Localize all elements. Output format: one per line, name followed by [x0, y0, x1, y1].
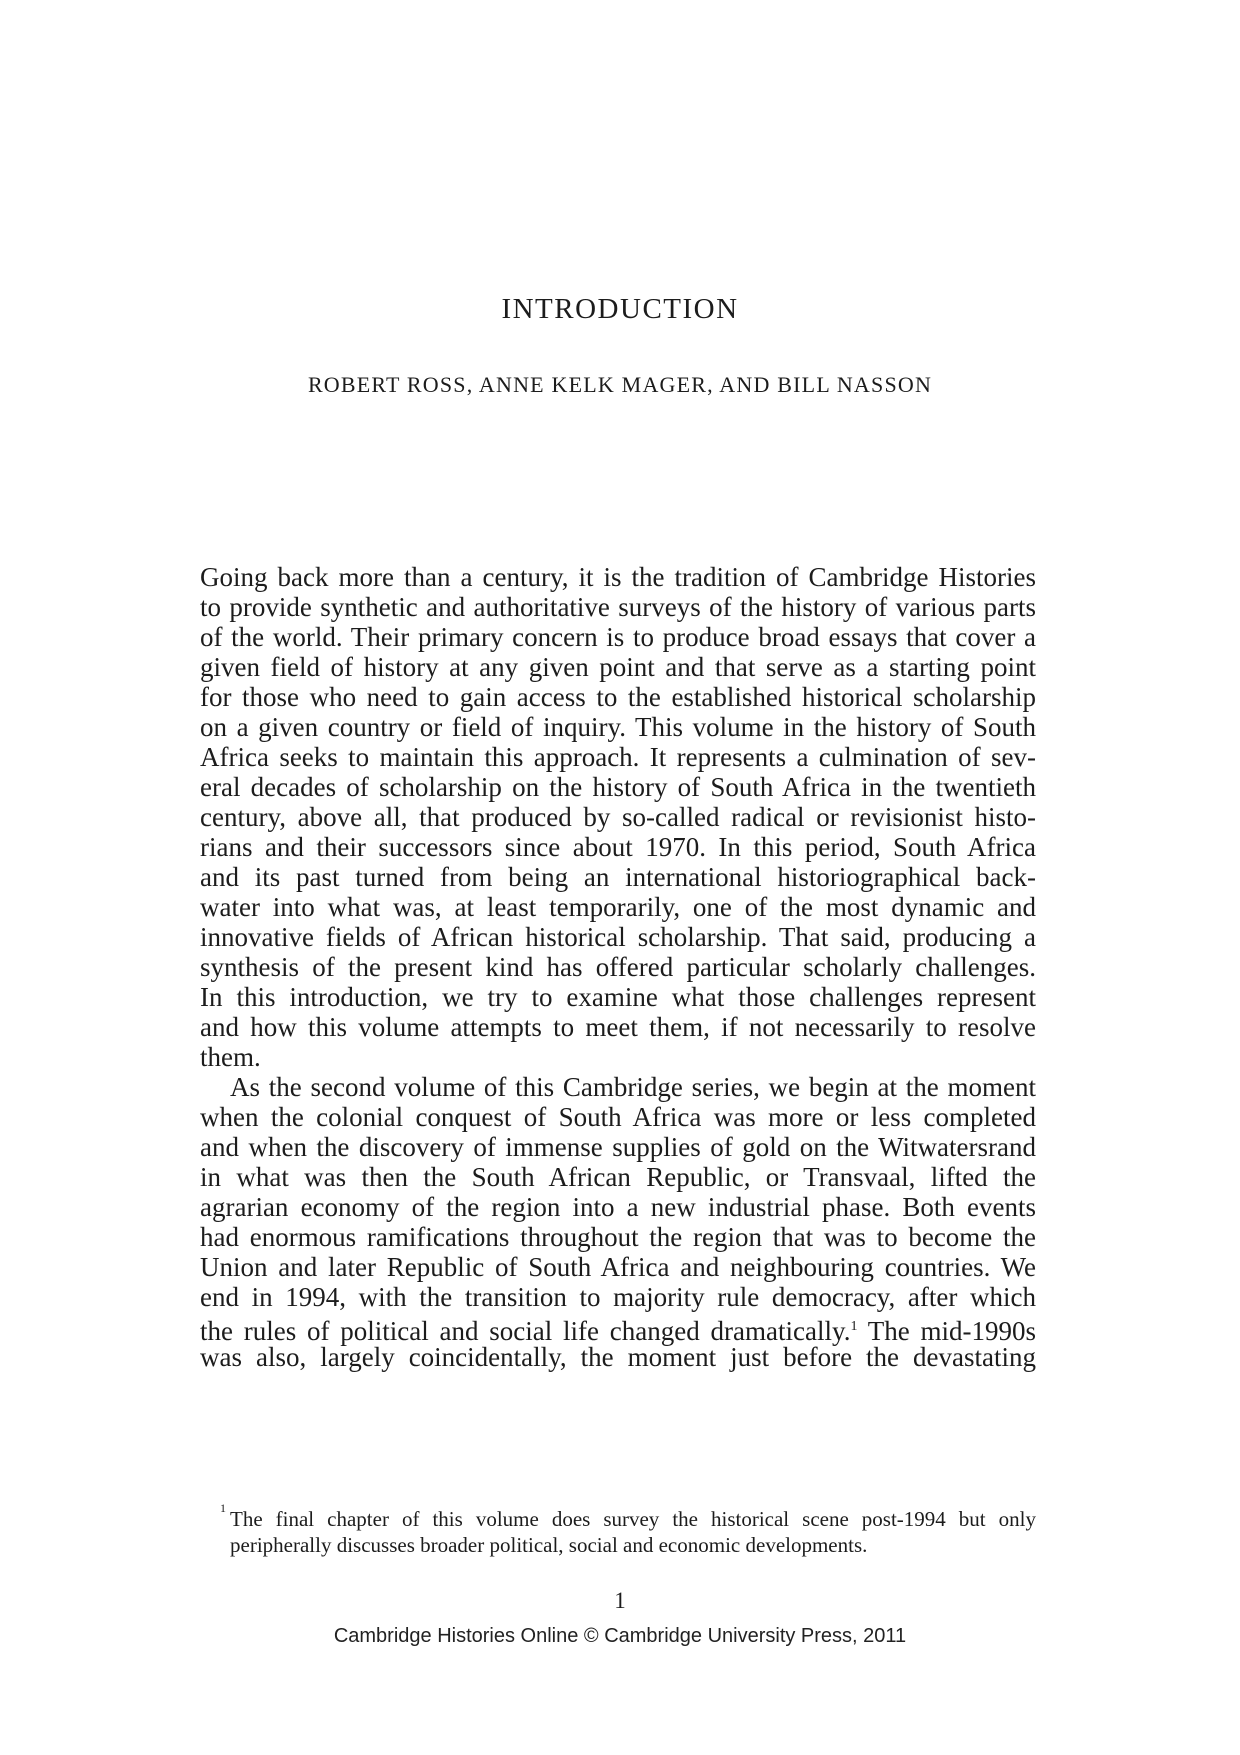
paragraph-line: for those who need to gain access to the established historical scholarship	[200, 682, 1036, 712]
footnote-reference[interactable]: 1	[850, 1319, 858, 1334]
paragraph-line: in what was then the South African Republic, or Transvaal, lifted the	[200, 1162, 1036, 1192]
paragraph-line	[200, 1310, 1036, 1344]
paragraph-line: them.	[200, 1042, 261, 1072]
paragraph-line: and when the discovery of immense supplies of gold on the Witwatersrand	[200, 1132, 1036, 1162]
chapter-title: INTRODUCTION	[501, 293, 739, 325]
paragraph-line: century, above all, that produced by so-called radical or revisionist histo-	[200, 802, 1036, 832]
footnote-line: The final chapter of this volume does survey the historical scene post-1994 but only	[230, 1507, 1036, 1531]
paragraph-line: synthesis of the present kind has offered particular scholarly challenges.	[200, 952, 1036, 982]
paragraph-line: rians and their successors since about 1970. In this period, South Africa	[200, 832, 1036, 862]
paragraph-line: As the second volume of this Cambridge series, we begin at the moment	[230, 1072, 1036, 1102]
paragraph-line: Union and later Republic of South Africa and neighbouring countries. We	[200, 1252, 1036, 1282]
paragraph-line: to provide synthetic and authoritative surveys of the history of various parts	[200, 592, 1036, 622]
paragraph-line: given field of history at any given point and that serve as a starting point	[200, 652, 1036, 682]
footnote-line: peripherally discusses broader political, social and economic developments.	[230, 1533, 868, 1557]
paragraph-line: was also, largely coincidentally, the moment just before the devastating	[200, 1342, 1036, 1372]
paragraph-line: had enormous ramifications throughout the region that was to become the	[200, 1222, 1036, 1252]
paragraph-line: and how this volume attempts to meet them, if not necessarily to resolve	[200, 1012, 1036, 1042]
paragraph-line: of the world. Their primary concern is to produce broad essays that cover a	[200, 622, 1036, 652]
line-text: the rules of political and social life changed dramatically.	[200, 1316, 851, 1346]
paragraph-line: when the colonial conquest of South Africa was more or less completed	[200, 1102, 1036, 1132]
paragraph-line: eral decades of scholarship on the history of South Africa in the twentieth	[200, 772, 1036, 802]
paragraph-line: agrarian economy of the region into a new industrial phase. Both events	[200, 1192, 1036, 1222]
paragraph-line: In this introduction, we try to examine what those challenges represent	[200, 982, 1036, 1012]
footnote-marker: 1	[220, 1501, 226, 1515]
paragraph-line: on a given country or field of inquiry. This volume in the history of South	[200, 712, 1036, 742]
paragraph-line: water into what was, at least temporarily, one of the most dynamic and	[200, 892, 1036, 922]
copyright-credit: Cambridge Histories Online © Cambridge University Press, 2011	[333, 1625, 907, 1647]
paragraph-line: Africa seeks to maintain this approach. It represents a culmination of sev-	[200, 742, 1036, 772]
line-text: The mid-1990s	[857, 1316, 1036, 1346]
page-number: 1	[614, 1588, 626, 1613]
chapter-authors: ROBERT ROSS, ANNE KELK MAGER, AND BILL NASSON	[307, 372, 933, 397]
paragraph-line: end in 1994, with the transition to majority rule democracy, after which	[200, 1282, 1036, 1312]
paragraph-line: Going back more than a century, it is the tradition of Cambridge Histories	[200, 562, 1036, 592]
paragraph-line: innovative fields of African historical scholarship. That said, producing a	[200, 922, 1036, 952]
paragraph-line: and its past turned from being an international historiographical back-	[200, 862, 1036, 892]
